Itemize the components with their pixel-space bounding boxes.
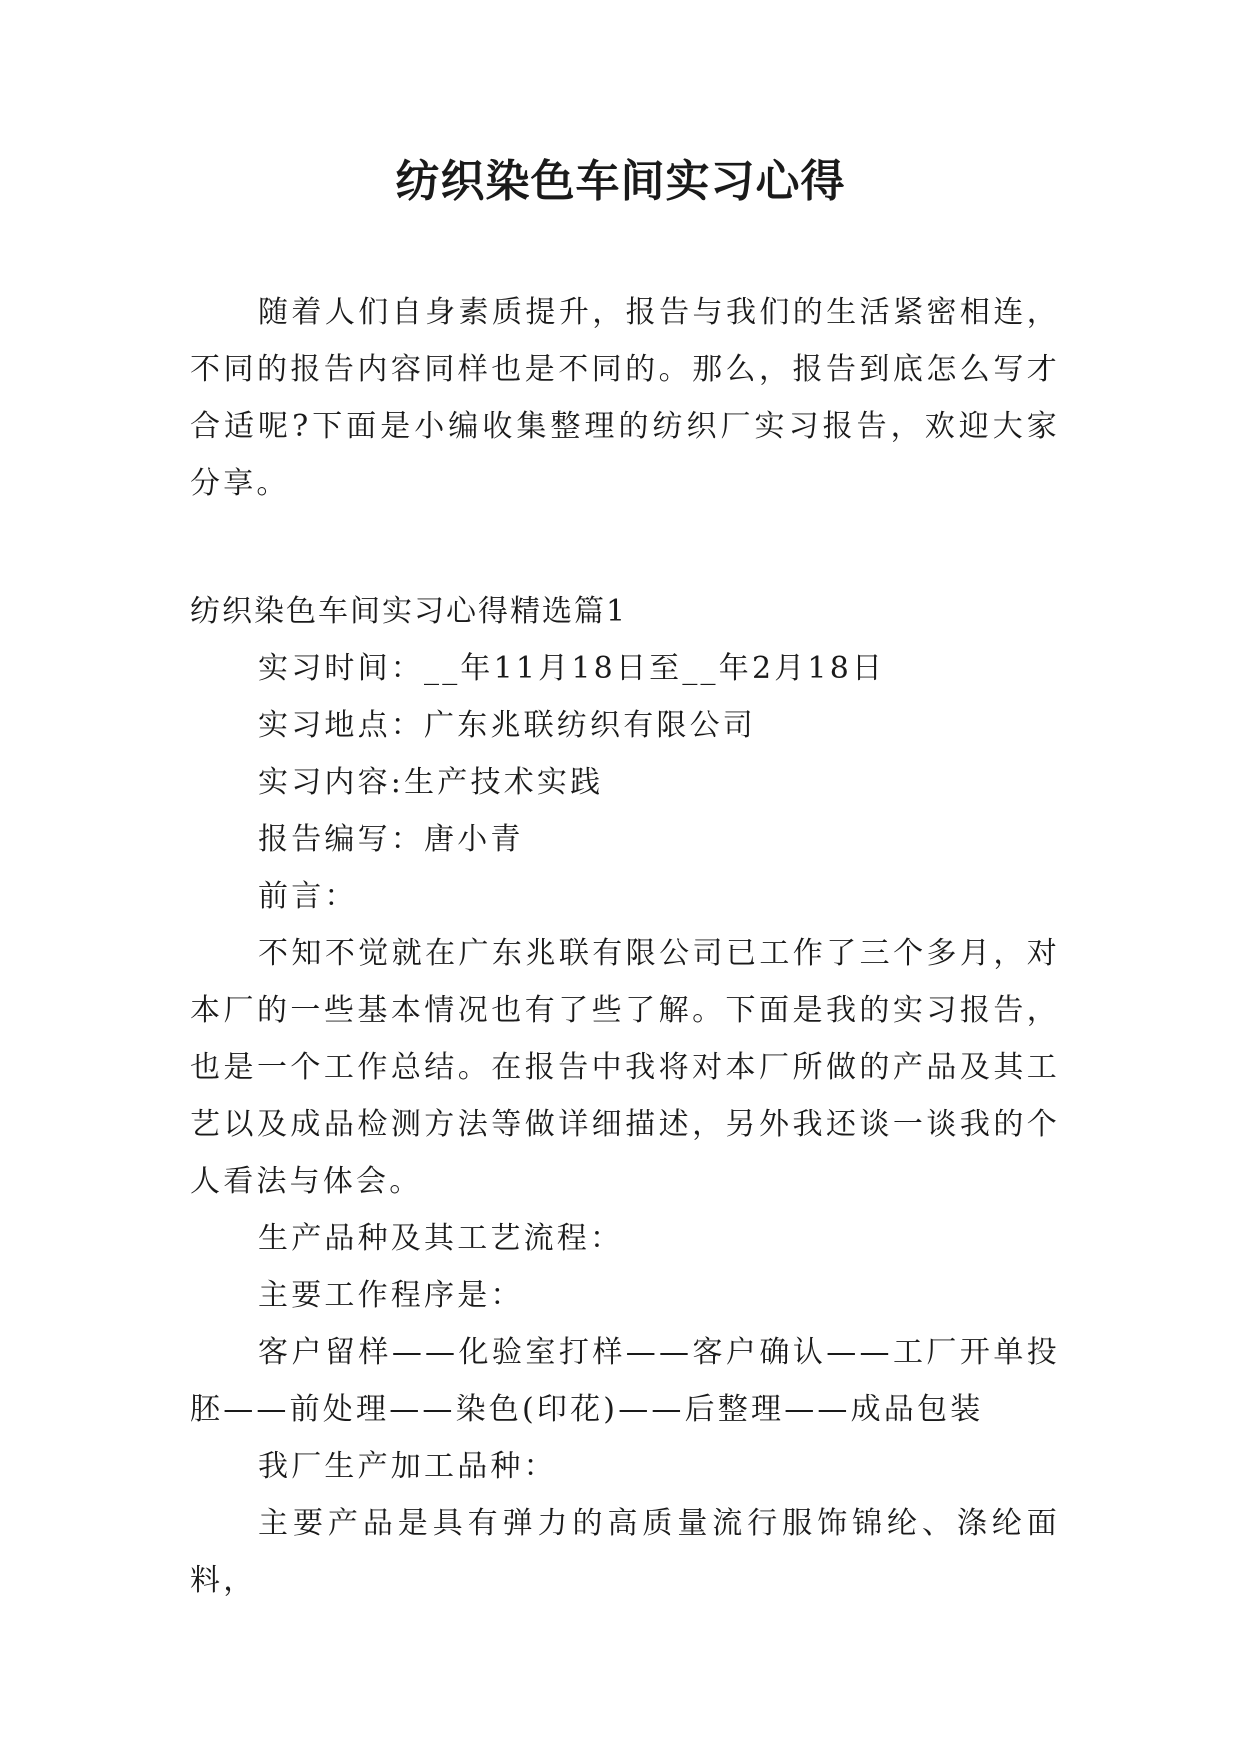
preface-paragraph: 不知不觉就在广东兆联有限公司已工作了三个多月，对本厂的一些基本情况也有了些了解。下面是我的实习报告，也是一个工作总结。在报告中我将对本厂所做的产品及其工艺以及成品检测方法等做详细描述，另外我还谈一谈我的个人看法与体会。 — [190, 936, 1060, 1199]
section-heading: 纺织染色车间实习心得精选篇1 — [190, 594, 628, 629]
preface-heading: 前言： — [258, 879, 358, 914]
intro-paragraph: 随着人们自身素质提升，报告与我们的生活紧密相连，不同的报告内容同样也是不同的。那么，报告到底怎么写才合适呢?下面是小编收集整理的纺织厂实习报告，欢迎大家分享。 — [190, 295, 1060, 501]
internship-time: 实习时间：__年11月18日至__年2月18日 — [258, 651, 886, 686]
document-body — [190, 583, 1060, 1609]
main-procedure-heading: 主要工作程序是： — [258, 1278, 524, 1313]
procedure-steps: 客户留样——化验室打样——客户确认——工厂开单投胚——前处理——染色(印花)——后整理——成品包装 — [190, 1335, 1060, 1427]
main-products-paragraph: 主要产品是具有弹力的高质量流行服饰锦纶、涤纶面料， — [190, 1506, 1060, 1598]
internship-location: 实习地点：广东兆联纺织有限公司 — [258, 708, 756, 743]
report-author: 报告编写：唐小青 — [258, 822, 524, 857]
process-heading: 生产品种及其工艺流程： — [258, 1221, 624, 1256]
product-types-heading: 我厂生产加工品种： — [258, 1449, 557, 1484]
internship-content: 实习内容:生产技术实践 — [258, 765, 604, 800]
document-title: 纺织染色车间实习心得 — [395, 156, 846, 207]
